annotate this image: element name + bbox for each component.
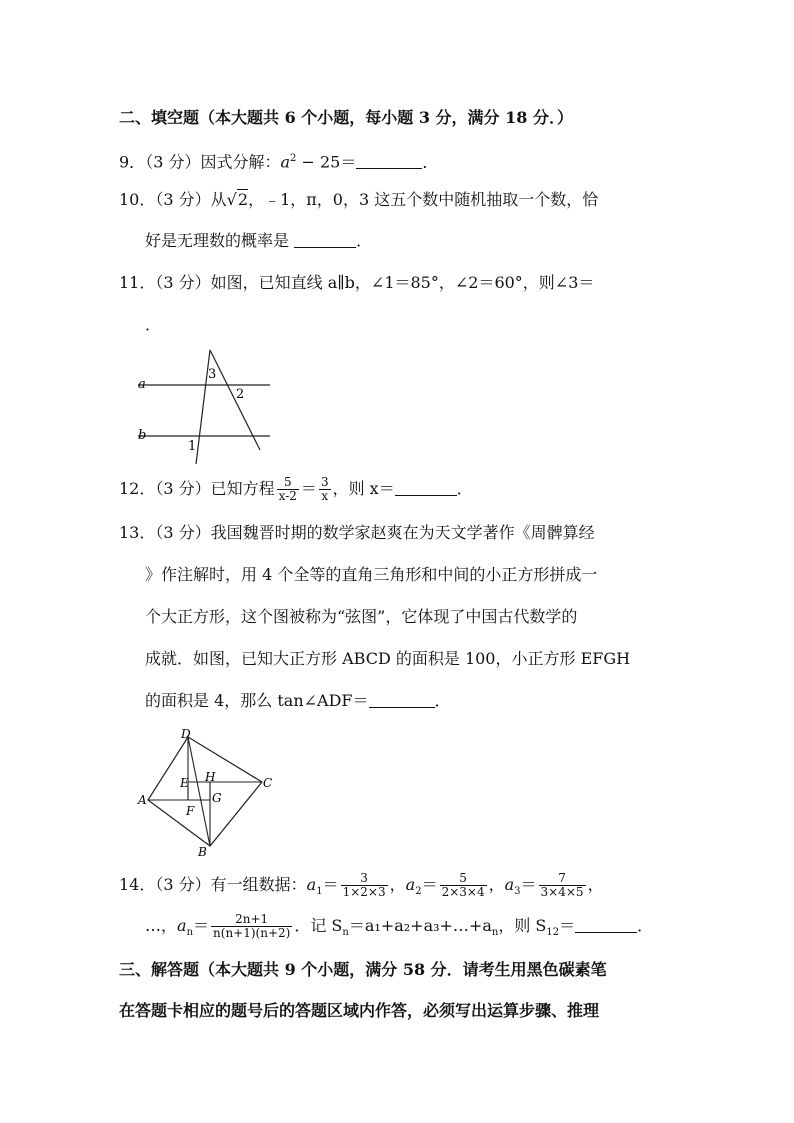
q13-line2: 》作注解时，用 4 个全等的直角三角形和中间的小正方形拼成一 bbox=[145, 565, 598, 584]
q12-text1: 已知方程 bbox=[210, 479, 275, 498]
question-14-line2: …，$a_n=$ $\frac{2n+1}{n(n+1)(n+2)}$ ．记 $S_n=a_1+a_2+a_3+\dots+a_n$，则 $S_{12}=$ ． bbox=[145, 912, 654, 940]
q13-line1: 我国魏晋时期的数学家赵爽在为天文学著作《周髀算经 bbox=[210, 523, 595, 542]
q9-expr: − 25＝ bbox=[296, 152, 357, 172]
q13-line5-wrap bbox=[145, 689, 451, 713]
label-H: H bbox=[205, 770, 216, 784]
label-C: C bbox=[263, 776, 273, 790]
q9-number: 9． bbox=[119, 152, 146, 172]
q14-a3-fraction: $\frac{7}{3\times 4\times 5}$ bbox=[540, 871, 584, 899]
q14-end: ． bbox=[637, 916, 654, 935]
q10-sqrt-arg: 2 bbox=[237, 190, 249, 209]
label-angle-2: 2 bbox=[236, 387, 245, 402]
question-9: 9．（3 分）因式分解：$a^2 - 25=$ ． bbox=[119, 152, 439, 172]
q9-points: （3 分） bbox=[145, 152, 201, 172]
question-13 bbox=[119, 521, 595, 545]
q12-number: 12． bbox=[119, 479, 156, 498]
q11-text: 如图，已知直线 a∥b，∠1＝85°，∠2＝60°，则∠3＝ bbox=[210, 273, 595, 292]
q10-answer-blank[interactable] bbox=[294, 229, 356, 248]
q11-end: ． bbox=[145, 315, 162, 334]
q10-number: 10． bbox=[119, 190, 156, 209]
label-A: A bbox=[138, 793, 147, 807]
label-angle-1: 1 bbox=[188, 439, 197, 454]
section-2-title: 二、填空题（本大题共 6 个小题，每小题 3 分，满分 18 分．） bbox=[119, 108, 573, 127]
q10-end: ． bbox=[356, 231, 373, 250]
q9-end: ． bbox=[422, 152, 439, 172]
label-E: E bbox=[180, 776, 189, 790]
square-abcd bbox=[148, 737, 262, 846]
label-b: b bbox=[138, 428, 147, 443]
question-10-line2 bbox=[145, 229, 372, 253]
q13-line3: 个大正方形，这个图被称为“弦图”，它体现了中国古代数学的 bbox=[145, 607, 578, 626]
question-11 bbox=[119, 271, 594, 295]
section-3-title-line2: 在答题卡相应的题号后的答题区域内作答，必须写出运算步骤、推理 bbox=[119, 1001, 600, 1020]
q12-points: （3 分） bbox=[155, 479, 211, 498]
question-10 bbox=[119, 188, 598, 212]
q13-line4: 成就．如图，已知大正方形 ABCD 的面积是 100，小正方形 EFGH bbox=[145, 649, 631, 668]
q14-number: 14． bbox=[119, 875, 156, 894]
sqrt-symbol: √ bbox=[226, 190, 237, 209]
q9-answer-blank[interactable] bbox=[356, 150, 422, 169]
label-a: a bbox=[138, 377, 146, 392]
label-F: F bbox=[186, 804, 195, 818]
q11-number: 11． bbox=[119, 273, 156, 292]
q14-a2-fraction: $\frac{5}{2\times 3\times 4}$ bbox=[441, 871, 485, 899]
q12-fraction-2: $\frac{3}{x}$ bbox=[320, 475, 329, 503]
q13-end: ． bbox=[434, 691, 451, 710]
q9-var: a bbox=[280, 152, 291, 172]
q14-text: 有一组数据： bbox=[210, 875, 307, 894]
question-14: 14．（3 分）有一组数据：$a_1=$ $\frac{3}{1\times 2\times 3}$ ，$a_2=$ $\frac{5}{2\times 3\times 4}$ ，$a_3=$ $\frac{7}{3\times 4\times 5}$ ， bbox=[119, 871, 604, 899]
label-D: D bbox=[181, 727, 191, 741]
q13-line5: 的面积是 4，那么 tan∠ADF＝ bbox=[145, 691, 369, 710]
parallel-lines-figure bbox=[130, 340, 290, 470]
string-figure-diagram bbox=[134, 725, 284, 865]
q10-text2: ，﹣1，π，0，3 这五个数中随机抽取一个数，恰 bbox=[248, 190, 599, 209]
label-angle-3: 3 bbox=[208, 367, 217, 382]
question-12 bbox=[119, 476, 473, 503]
q10-points: （3 分） bbox=[155, 190, 211, 209]
q12-end: ． bbox=[456, 479, 473, 498]
q14-points: （3 分） bbox=[155, 875, 211, 894]
q11-points: （3 分） bbox=[155, 273, 211, 292]
label-G: G bbox=[212, 791, 222, 805]
q14-a1-fraction: $\frac{3}{1\times 2\times 3}$ bbox=[342, 871, 386, 899]
q14-answer-blank[interactable] bbox=[575, 914, 637, 933]
q12-text2: ，则 x＝ bbox=[332, 479, 395, 498]
transversal-right bbox=[210, 350, 260, 450]
q10-text1: 从 bbox=[210, 190, 227, 209]
q14-an-fraction: $\frac{2n+1}{n(n+1)(n+2)}$ bbox=[213, 912, 291, 940]
label-B: B bbox=[198, 845, 207, 859]
q12-equals: ＝ bbox=[300, 479, 317, 498]
q13-answer-blank[interactable] bbox=[369, 689, 435, 708]
q12-fraction-1: $\frac{5}{x-2}$ bbox=[278, 475, 297, 503]
q9-text: 因式分解： bbox=[200, 152, 281, 172]
q13-points: （3 分） bbox=[155, 523, 211, 542]
q13-number: 13． bbox=[119, 523, 156, 542]
section-3-title-line1: 三、解答题（本大题共 9 个小题，满分 58 分．请考生用黑色碳素笔 bbox=[119, 960, 607, 979]
segment-db bbox=[188, 737, 210, 846]
q12-answer-blank[interactable] bbox=[395, 477, 457, 496]
q10-line2: 好是无理数的概率是 bbox=[145, 231, 295, 250]
